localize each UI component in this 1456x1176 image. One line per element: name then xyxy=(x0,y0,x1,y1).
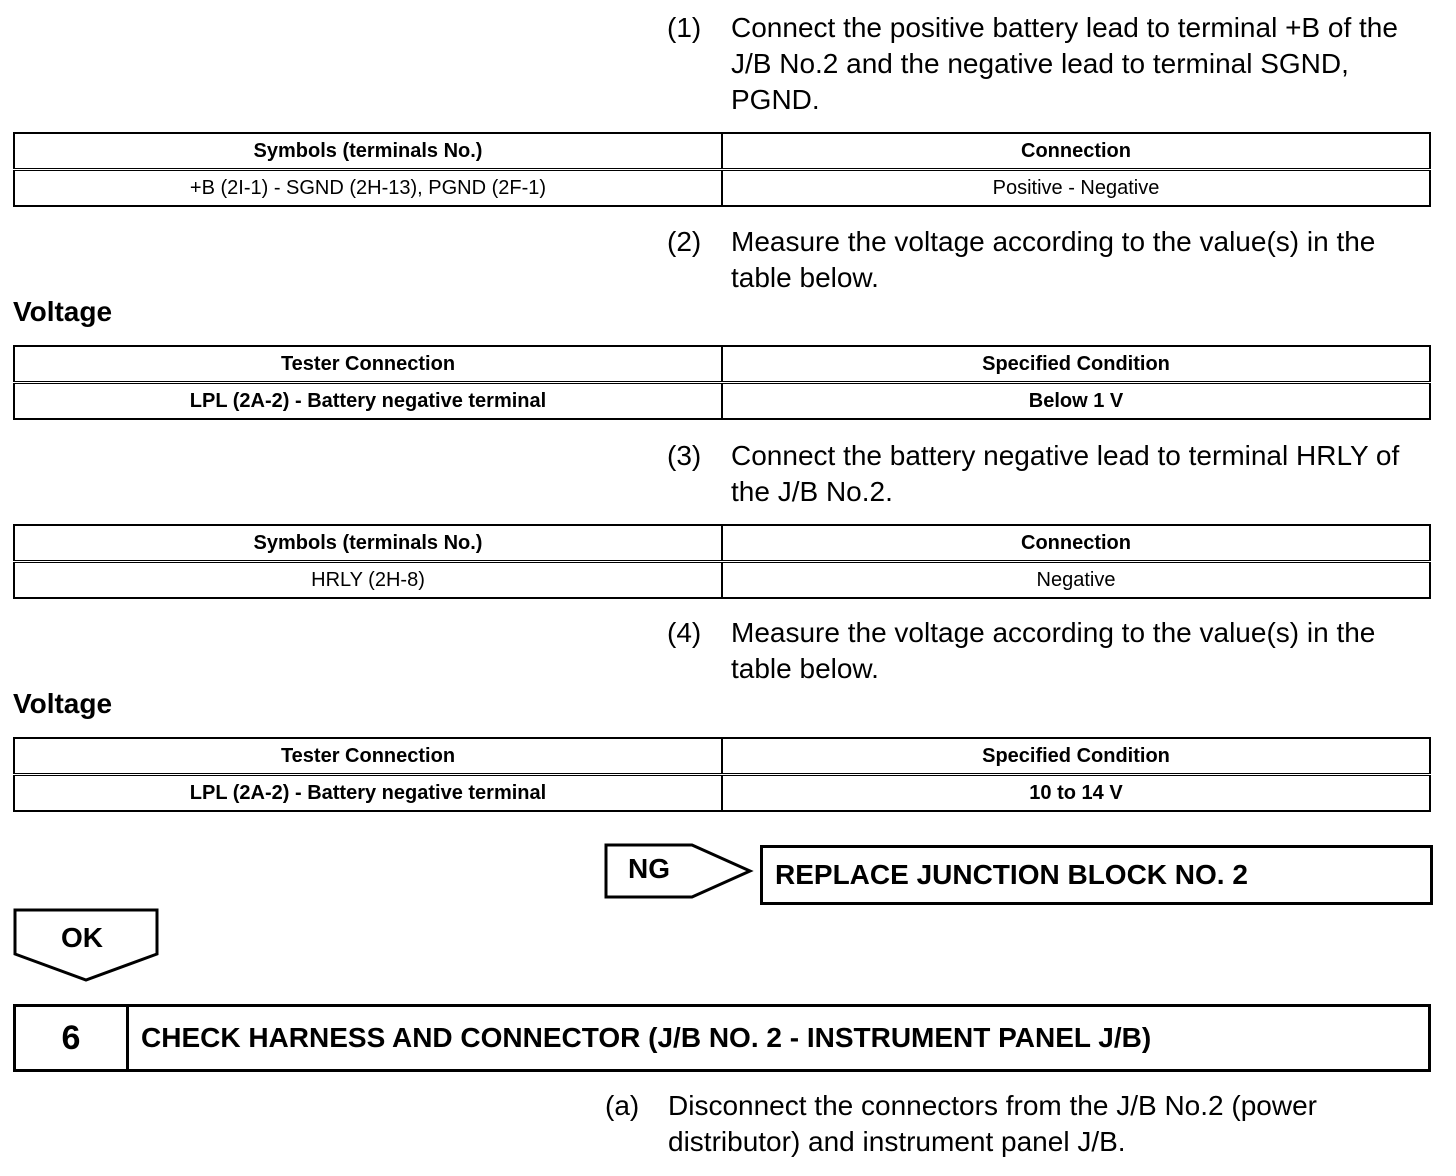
table-cell-tester-connection: LPL (2A-2) - Battery negative terminal xyxy=(14,383,722,420)
voltage-table-1 xyxy=(13,345,1431,420)
step-text: Connect the battery negative lead to terminal HRLY of the J/B No.2. xyxy=(731,440,1400,507)
ng-label: NG xyxy=(628,853,670,884)
step-number: (2) xyxy=(667,226,702,257)
table-header-tester-connection: Tester Connection xyxy=(14,346,722,383)
table-header-symbols: Symbols (terminals No.) xyxy=(14,525,722,562)
voltage-table-2 xyxy=(13,737,1431,812)
table-header-specified-condition: Specified Condition xyxy=(722,738,1430,775)
ng-arrow xyxy=(604,843,754,899)
ok-label: OK xyxy=(61,922,103,953)
table-cell-specified-condition: Below 1 V xyxy=(722,383,1430,420)
step-text: Disconnect the connectors from the J/B No.2 (power distributor) and instrument panel J/B. xyxy=(668,1090,1317,1157)
step-4 xyxy=(667,615,1437,689)
table-cell-connection: Negative xyxy=(722,562,1430,599)
table-header-connection: Connection xyxy=(722,133,1430,170)
step-number: (a) xyxy=(605,1090,640,1121)
table-header-symbols: Symbols (terminals No.) xyxy=(14,133,722,170)
step-3 xyxy=(667,438,1437,512)
step-a xyxy=(605,1088,1435,1168)
step-number: (4) xyxy=(667,617,702,648)
voltage-heading-1: Voltage xyxy=(13,296,113,327)
table-cell-terminals: HRLY (2H-8) xyxy=(14,562,722,599)
step-header-6 xyxy=(13,1004,1431,1072)
terminal-connection-table-1 xyxy=(13,132,1431,207)
step-1 xyxy=(667,10,1437,120)
table-cell-tester-connection: LPL (2A-2) - Battery negative terminal xyxy=(14,775,722,812)
step-number: (1) xyxy=(667,12,702,43)
table-header-tester-connection: Tester Connection xyxy=(14,738,722,775)
step-number: (3) xyxy=(667,440,702,471)
table-cell-specified-condition: 10 to 14 V xyxy=(722,775,1430,812)
table-cell-connection: Positive - Negative xyxy=(722,170,1430,207)
table-cell-terminals: +B (2I-1) - SGND (2H-13), PGND (2F-1) xyxy=(14,170,722,207)
step-text: Connect the positive battery lead to terminal +B of the J/B No.2 and the negative lead to terminal SGND, PGND. xyxy=(731,12,1398,115)
voltage-heading-2: Voltage xyxy=(13,688,113,719)
step-text: Measure the voltage according to the value(s) in the table below. xyxy=(731,617,1376,684)
table-header-connection: Connection xyxy=(722,525,1430,562)
step-text: Measure the voltage according to the value(s) in the table below. xyxy=(731,226,1376,293)
step-2 xyxy=(667,224,1437,298)
table-header-specified-condition: Specified Condition xyxy=(722,346,1430,383)
right-arrow-icon xyxy=(604,843,754,899)
step-number-box: 6 xyxy=(16,1007,129,1069)
step-title: CHECK HARNESS AND CONNECTOR (J/B NO. 2 - INSTRUMENT PANEL J/B) xyxy=(141,1022,1152,1053)
ok-arrow xyxy=(13,908,159,982)
terminal-connection-table-2 xyxy=(13,524,1431,599)
ng-action-box: REPLACE JUNCTION BLOCK NO. 2 xyxy=(760,845,1433,905)
